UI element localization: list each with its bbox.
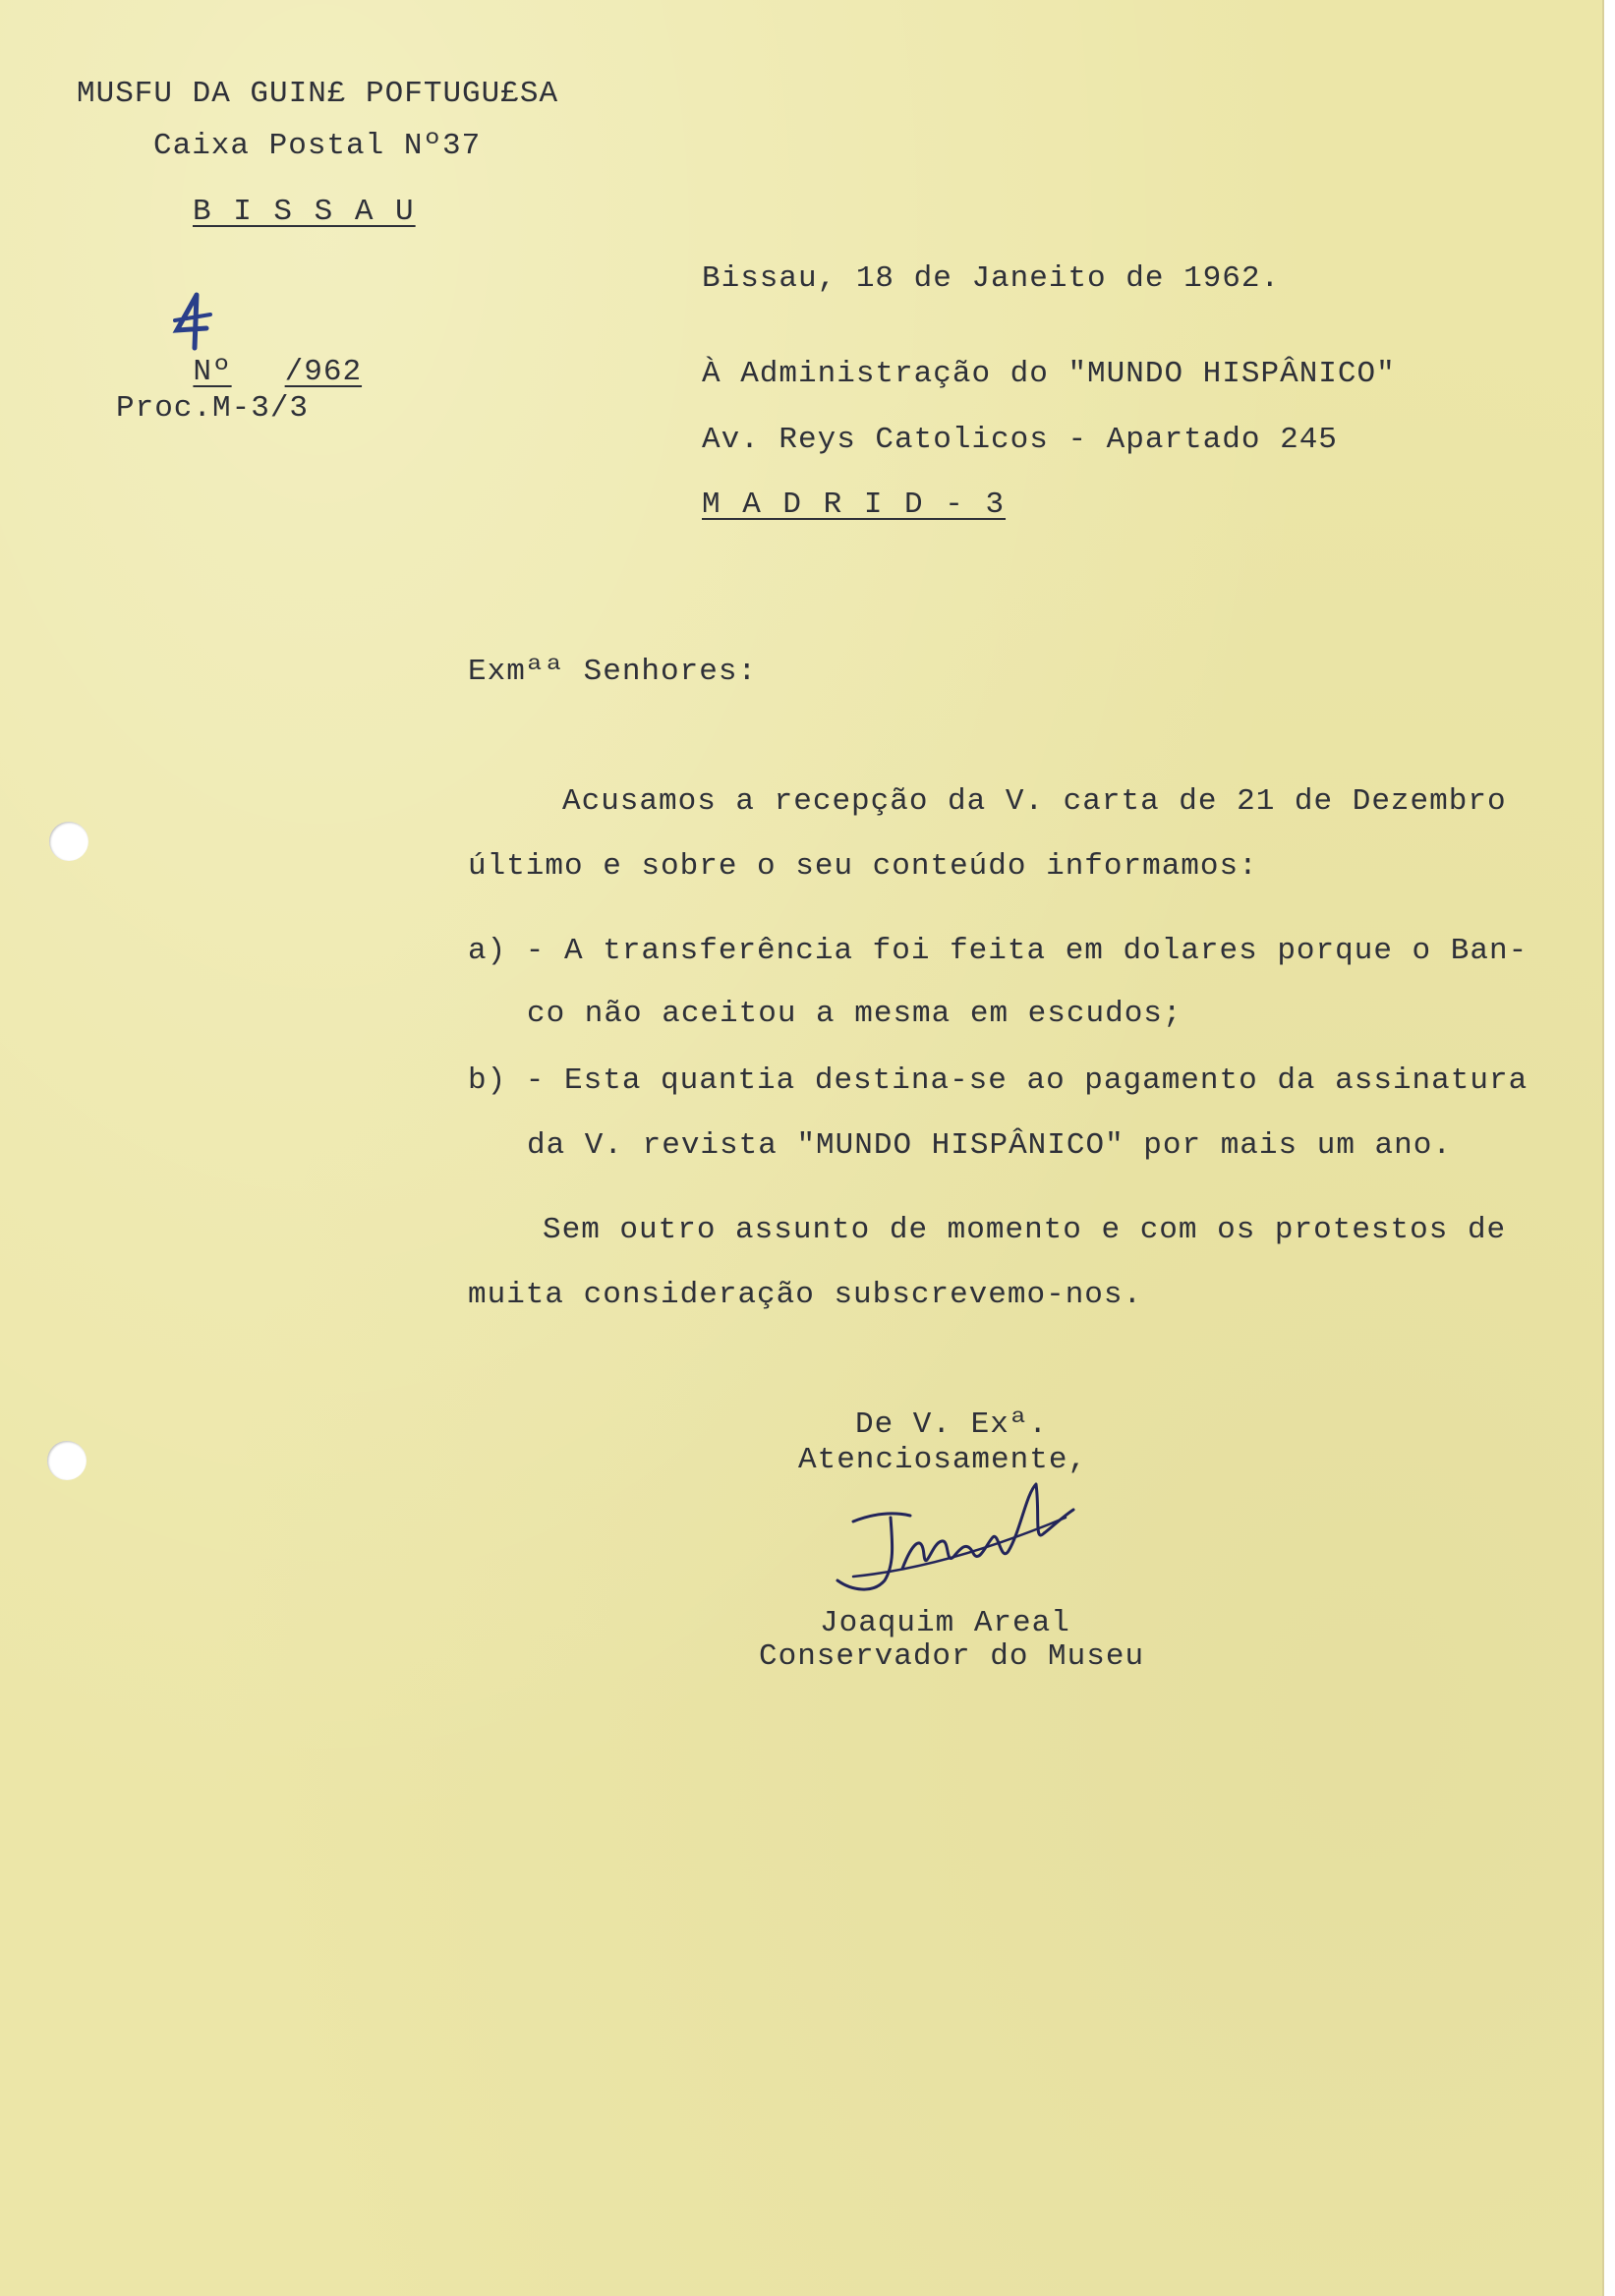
handwritten-number <box>167 291 218 354</box>
closing-line-1: De V. Exª. <box>855 1407 1049 1442</box>
punch-hole-bottom <box>47 1441 87 1480</box>
process-reference: Proc.M-3/3 <box>116 391 310 426</box>
recipient-city: M A D R I D - 3 <box>702 488 1007 522</box>
handwritten-signature <box>834 1474 1079 1602</box>
punch-hole-top <box>49 822 88 861</box>
recipient-line-1: À Administração do "MUNDO HISPÂNICO" <box>702 357 1396 391</box>
recipient-line-2: Av. Reys Catolicos - Apartado 245 <box>702 423 1338 457</box>
item-b-line-1: b) - Esta quantia destina-se ao pagamento da assinatura <box>468 1063 1528 1098</box>
body-p2-line-2: muita consideração subscrevemo-nos. <box>468 1278 1143 1312</box>
date-line: Bissau, 18 de Janeito de 1962. <box>702 261 1281 296</box>
item-a-line-1: a) - A transferência foi feita em dolares porque o Ban- <box>468 934 1528 968</box>
sender-postal-box: Caixa Postal Nº37 <box>153 129 482 163</box>
item-a-line-2: co não aceitou a mesma em escudos; <box>527 997 1182 1031</box>
body-p1-line-1: Acusamos a recepção da V. carta de 21 de Dezembro <box>562 784 1507 819</box>
sender-institution: MUSFU DA GUIN£ POFTUGU£SA <box>77 77 559 111</box>
item-b-line-2: da V. revista "MUNDO HISPÂNICO" por mais um ano. <box>527 1128 1452 1163</box>
signatory-name: Joaquim Areal <box>820 1606 1070 1640</box>
reference-prefix: Nº <box>193 355 232 389</box>
body-p1-line-2: último e sobre o seu conteúdo informamos: <box>468 849 1258 884</box>
salutation: Exmªª Senhores: <box>468 655 758 689</box>
sender-city: B I S S A U <box>193 195 416 229</box>
reference-suffix: /962 <box>284 355 363 389</box>
closing-line-2: Atenciosamente, <box>798 1443 1088 1477</box>
body-p2-line-1: Sem outro assunto de momento e com os protestos de <box>543 1213 1507 1247</box>
signatory-title: Conservador do Museu <box>759 1639 1145 1674</box>
